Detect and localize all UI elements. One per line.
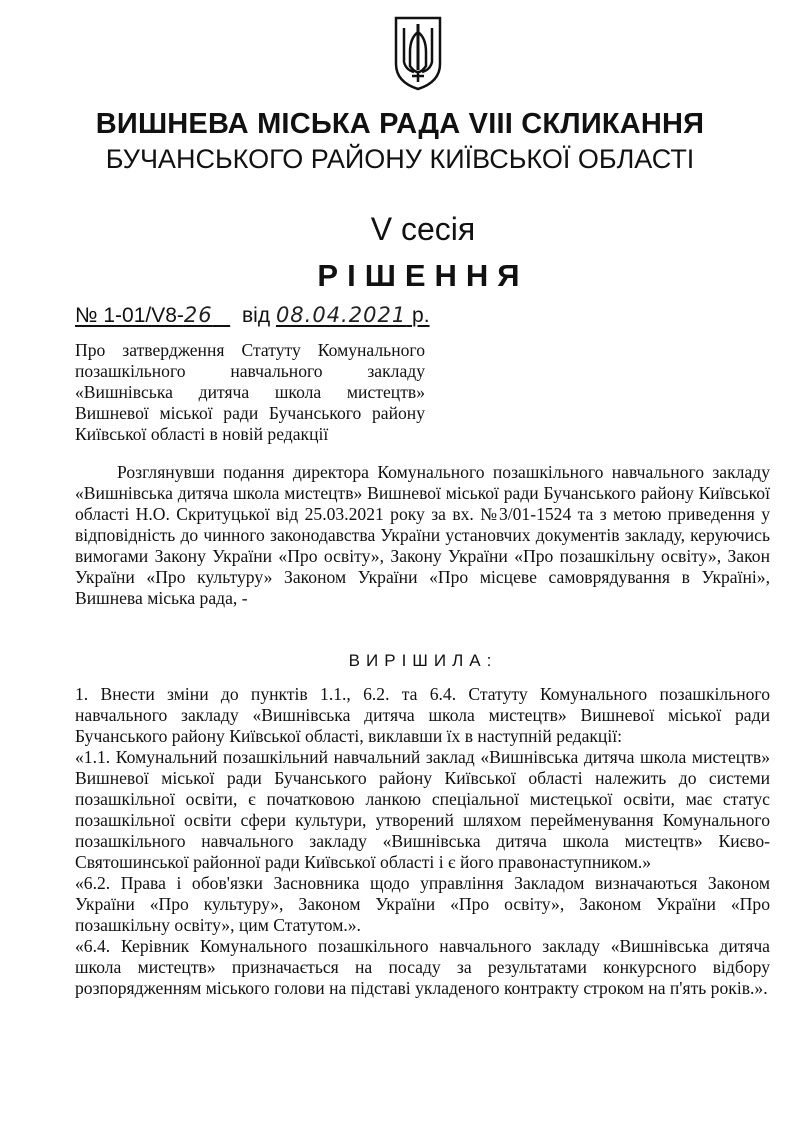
date-label: від — [242, 304, 271, 327]
preamble-paragraph: Розглянувши подання директора Комунального позашкільного навчального закладу «Вишнівська дитяча школа мистецтв» Вишневої міської ради Бучанського району Київської області Н.О. Скритуцької від 25.03.2021 року за вх. №3/01-1524 та з метою приведення у відповідність до чинного законодавства України установчих документів закладу, керуючись вимогами Закону України «Про освіту», Закону України «Про позашкільну освіту», Закон України «Про культуру» Законом України «Про місцеве самоврядування в Україні», Вишнева міська рада, - — [75, 462, 770, 608]
resolution-body — [75, 684, 770, 999]
decision-number-handwritten: 26 — [183, 303, 213, 327]
decision-subject: Про затвердження Статуту Комунального позашкільного навчального закладу «Вишнівська дитяча школа мистецтв» Вишневої міської ради Бучанського району Київської області в новій редакції — [75, 340, 425, 444]
resolution-item: «6.2. Права і обов'язки Засновника щодо управління Закладом визначаються Законом України «Про культуру», Законом України «Про освіту», Законом України «Про позашкільну освіту», цим Статутом.». — [75, 873, 770, 935]
year-suffix: р. — [412, 304, 430, 327]
resolved-heading: ВИРІШИЛА: — [348, 651, 498, 670]
resolution-item: «6.4. Керівник Комунального позашкільного навчального закладу «Вишнівська дитяча школа мистецтв» призначається на посаду за результатами конкурсного відбору розпорядженням міського голови на підставі укладеного контракту строком на п'ять років.». — [75, 936, 770, 998]
document-title: РІШЕННЯ — [317, 258, 529, 293]
decision-number-line — [75, 303, 430, 328]
resolution-item: 1. Внести зміни до пунктів 1.1., 6.2. та 6.4. Статуту Комунального позашкільного навчального закладу «Вишнівська дитяча школа мистецтв» Вишневої міської ради Бучанського району Київської області, виклавши їх в наступній редакції: — [75, 684, 770, 746]
council-name-heading: ВИШНЕВА МІСЬКА РАДА VIII СКЛИКАННЯ — [95, 108, 705, 140]
trident-coat-of-arms-icon — [388, 12, 448, 92]
decision-number-prefix: № 1-01/V8- — [75, 304, 184, 327]
resolution-item: «1.1. Комунальний позашкільний навчальний заклад «Вишнівська дитяча школа мистецтв» Вишневої міської ради Бучанського району Київської області належить до системи позашкільної освіти, є початковою ланкою спеціальної мистецької освіти, має статус позашкільної освіти сфери культури, утворений шляхом перейменування Комунального позашкільного навчального закладу «Вишнівська дитяча школа мистецтв» Києво-Святошинської районної ради Київської області і є його правонаступником.» — [75, 747, 770, 872]
decision-date — [276, 304, 430, 327]
district-name-heading: БУЧАНСЬКОГО РАЙОНУ КИЇВСЬКОЇ ОБЛАСТІ — [105, 144, 695, 174]
decision-number — [75, 304, 230, 327]
session-label: V сесія — [370, 211, 476, 247]
decision-date-handwritten: 08.04.2021 — [275, 303, 407, 327]
